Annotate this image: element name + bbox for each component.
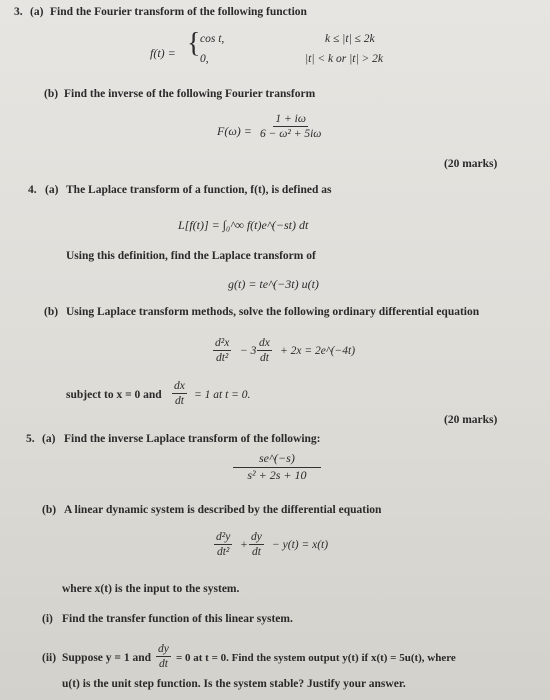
q3-F-fraction <box>258 113 323 140</box>
q3-f-lhs: f(t) = <box>150 46 176 60</box>
q4-ode-num2: dx <box>257 337 272 351</box>
q4-ode-rhs: + 2x = 2e^(−4t) <box>280 345 356 357</box>
q4-g-definition: g(t) = te^(−3t) u(t) <box>228 277 319 291</box>
q5ii-den: dt <box>158 658 168 671</box>
q5-inv-num: se^(−s) <box>233 452 321 468</box>
q4-use-definition: Using this definition, find the Laplace transform of <box>66 250 316 262</box>
q3-marks: (20 marks) <box>444 158 498 170</box>
q3-case2-cond: |t| < k or |t| > 2k <box>305 53 383 65</box>
q5ii-fraction <box>156 643 171 670</box>
q3-F-denominator: 6 − ω² + 5iω <box>260 128 322 141</box>
q3a-label: (a) <box>30 6 44 18</box>
q4-ode-num1: d²x <box>213 337 231 351</box>
q3-F-numerator: 1 + iω <box>273 113 308 127</box>
q5-de-dy-fraction <box>249 531 264 558</box>
q5ii-num: dy <box>156 643 171 657</box>
piecewise-brace: { <box>187 28 201 59</box>
q4b-label: (b) <box>44 306 59 318</box>
q5-inv-den: s² + 2s + 10 <box>247 467 307 482</box>
q5-inverse-fraction <box>233 452 321 481</box>
q5i-text: Find the transfer function of this linear system. <box>62 613 293 625</box>
q4-number: 4. <box>28 184 37 196</box>
q5-de-den2: dt <box>251 546 261 559</box>
q3-case1-cond: k ≤ |t| ≤ 2k <box>325 33 375 45</box>
q4-ode-dx-fraction <box>257 337 272 364</box>
q5-de-plus: + <box>240 539 248 551</box>
q5b-label: (b) <box>42 504 57 516</box>
q3b-label: (b) <box>44 88 59 100</box>
q4-cond-num: dx <box>172 380 187 394</box>
q4-cond-den: dt <box>174 395 184 408</box>
q4-subject-to: subject to x = 0 and <box>66 389 162 401</box>
q4a-label: (a) <box>45 184 59 196</box>
q3a-text: Find the Fourier transform of the following function <box>50 6 307 18</box>
q5a-label: (a) <box>42 433 56 445</box>
q4-ode-den1: dt² <box>215 352 229 365</box>
q5ii-text2: = 0 at t = 0. Find the system output y(t) if x(t) = 5u(t), where <box>176 652 456 664</box>
q5i-label: (i) <box>42 613 53 625</box>
q3b-text: Find the inverse of the following Fourier transform <box>64 88 316 100</box>
q4-laplace-definition: L[f(t)] = ∫₀^∞ f(t)e^(−st) dt <box>178 218 309 232</box>
q5-number: 5. <box>26 433 35 445</box>
q3-case2-expr: 0, <box>200 53 209 65</box>
q5ii-text3: u(t) is the unit step function. Is the system stable? Justify your answer. <box>62 678 406 690</box>
q4-ode-den2: dt <box>259 352 269 365</box>
q3-case1-expr: cos t, <box>200 33 225 45</box>
q4-cond-fraction <box>172 380 187 407</box>
q4a-text: The Laplace transform of a function, f(t), is defined as <box>66 184 332 196</box>
q5ii-label: (ii) <box>42 652 57 664</box>
q4b-text: Using Laplace transform methods, solve the following ordinary differential equation <box>66 306 480 318</box>
q5-de-d2y-fraction <box>214 531 232 558</box>
q4-marks: (20 marks) <box>444 414 498 426</box>
q3-F-lhs: F(ω) = <box>217 124 252 138</box>
q4-ode-d2x-fraction <box>213 337 231 364</box>
q5-de-num1: d²y <box>214 531 232 545</box>
q5b-text: A linear dynamic system is described by the differential equation <box>64 504 382 516</box>
q5a-text: Find the inverse Laplace transform of the following: <box>64 433 321 445</box>
q4-ode-mid: − 3 <box>240 345 257 357</box>
q5-de-num2: dy <box>249 531 264 545</box>
q5-de-den1: dt² <box>216 546 230 559</box>
q4-cond-rhs: = 1 at t = 0. <box>194 389 251 401</box>
q5-de-rhs: − y(t) = x(t) <box>272 539 329 551</box>
q3-number: 3. <box>14 6 23 18</box>
q5-where: where x(t) is the input to the system. <box>62 583 240 595</box>
q5ii-text1: Suppose y = 1 and <box>62 652 152 664</box>
